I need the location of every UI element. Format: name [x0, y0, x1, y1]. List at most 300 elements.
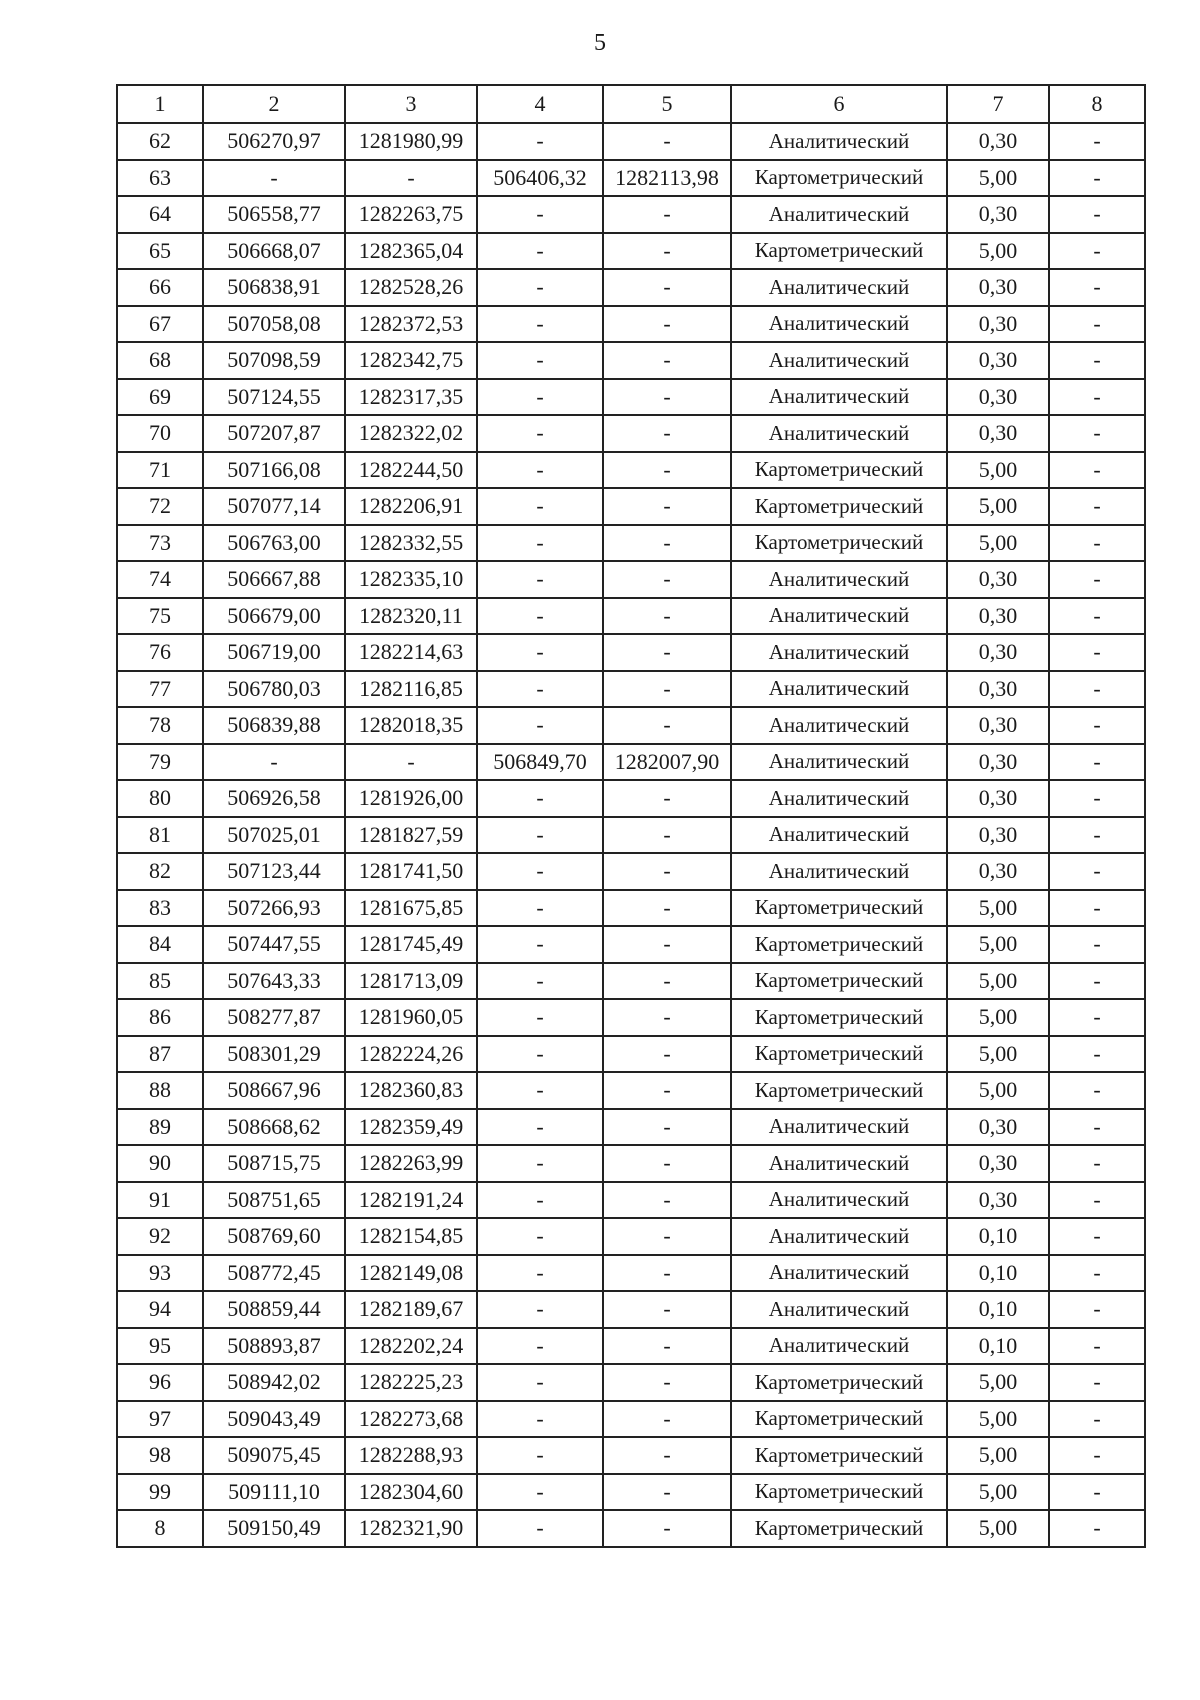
point-number-cell: 95	[117, 1328, 203, 1365]
point-number-cell: 79	[117, 744, 203, 781]
x-new-cell: -	[477, 196, 603, 233]
notes-cell: -	[1049, 342, 1145, 379]
point-number-cell: 98	[117, 1437, 203, 1474]
table-row	[117, 671, 1145, 708]
x-new-cell: -	[477, 1510, 603, 1547]
table-row	[117, 817, 1145, 854]
x-new-cell: -	[477, 1036, 603, 1073]
notes-cell: -	[1049, 561, 1145, 598]
x-coordinate-cell: 508715,75	[203, 1145, 345, 1182]
x-coordinate-cell: 507207,87	[203, 415, 345, 452]
point-number-cell: 97	[117, 1401, 203, 1438]
accuracy-cell: 5,00	[947, 160, 1049, 197]
accuracy-cell: 0,30	[947, 196, 1049, 233]
notes-cell: -	[1049, 1218, 1145, 1255]
y-coordinate-cell: 1282214,63	[345, 634, 477, 671]
table-row	[117, 123, 1145, 160]
x-coordinate-cell: 506667,88	[203, 561, 345, 598]
x-new-cell: -	[477, 488, 603, 525]
column-header: 2	[203, 85, 345, 123]
y-new-cell: -	[603, 1145, 731, 1182]
point-number-cell: 65	[117, 233, 203, 270]
notes-cell: -	[1049, 744, 1145, 781]
point-number-cell: 66	[117, 269, 203, 306]
table-row	[117, 853, 1145, 890]
point-number-cell: 82	[117, 853, 203, 890]
y-new-cell: -	[603, 1072, 731, 1109]
method-cell: Аналитический	[731, 1109, 947, 1146]
point-number-cell: 8	[117, 1510, 203, 1547]
table-row	[117, 926, 1145, 963]
accuracy-cell: 0,10	[947, 1255, 1049, 1292]
x-new-cell: -	[477, 379, 603, 416]
method-cell: Картометрический	[731, 1364, 947, 1401]
accuracy-cell: 5,00	[947, 999, 1049, 1036]
x-new-cell: -	[477, 233, 603, 270]
accuracy-cell: 0,10	[947, 1328, 1049, 1365]
x-new-cell: -	[477, 269, 603, 306]
y-new-cell: -	[603, 671, 731, 708]
table-row	[117, 269, 1145, 306]
method-cell: Аналитический	[731, 1218, 947, 1255]
column-header: 1	[117, 85, 203, 123]
y-coordinate-cell: 1282263,75	[345, 196, 477, 233]
method-cell: Картометрический	[731, 488, 947, 525]
method-cell: Аналитический	[731, 634, 947, 671]
point-number-cell: 91	[117, 1182, 203, 1219]
method-cell: Аналитический	[731, 707, 947, 744]
accuracy-cell: 5,00	[947, 890, 1049, 927]
y-new-cell: -	[603, 999, 731, 1036]
notes-cell: -	[1049, 1474, 1145, 1511]
point-number-cell: 75	[117, 598, 203, 635]
y-coordinate-cell: -	[345, 744, 477, 781]
y-coordinate-cell: 1282335,10	[345, 561, 477, 598]
notes-cell: -	[1049, 525, 1145, 562]
y-coordinate-cell: 1282225,23	[345, 1364, 477, 1401]
y-coordinate-cell: 1282528,26	[345, 269, 477, 306]
accuracy-cell: 0,30	[947, 598, 1049, 635]
accuracy-cell: 0,30	[947, 744, 1049, 781]
y-new-cell: 1282007,90	[603, 744, 731, 781]
x-new-cell: -	[477, 671, 603, 708]
point-number-cell: 74	[117, 561, 203, 598]
point-number-cell: 62	[117, 123, 203, 160]
y-coordinate-cell: 1282332,55	[345, 525, 477, 562]
x-coordinate-cell: 506679,00	[203, 598, 345, 635]
notes-cell: -	[1049, 926, 1145, 963]
point-number-cell: 71	[117, 452, 203, 489]
point-number-cell: 76	[117, 634, 203, 671]
point-number-cell: 73	[117, 525, 203, 562]
x-new-cell: -	[477, 1145, 603, 1182]
method-cell: Аналитический	[731, 269, 947, 306]
notes-cell: -	[1049, 1109, 1145, 1146]
x-new-cell: 506849,70	[477, 744, 603, 781]
y-new-cell: -	[603, 123, 731, 160]
x-new-cell: -	[477, 561, 603, 598]
point-number-cell: 78	[117, 707, 203, 744]
y-new-cell: -	[603, 1510, 731, 1547]
accuracy-cell: 0,30	[947, 671, 1049, 708]
x-new-cell: -	[477, 1364, 603, 1401]
point-number-cell: 86	[117, 999, 203, 1036]
notes-cell: -	[1049, 488, 1145, 525]
method-cell: Картометрический	[731, 1036, 947, 1073]
x-coordinate-cell: 507643,33	[203, 963, 345, 1000]
y-new-cell: -	[603, 488, 731, 525]
x-new-cell: 506406,32	[477, 160, 603, 197]
x-coordinate-cell: 507123,44	[203, 853, 345, 890]
column-header: 5	[603, 85, 731, 123]
accuracy-cell: 5,00	[947, 1474, 1049, 1511]
y-coordinate-cell: 1282273,68	[345, 1401, 477, 1438]
x-new-cell: -	[477, 1072, 603, 1109]
method-cell: Картометрический	[731, 452, 947, 489]
x-new-cell: -	[477, 707, 603, 744]
y-new-cell: -	[603, 1291, 731, 1328]
y-coordinate-cell: 1281926,00	[345, 780, 477, 817]
notes-cell: -	[1049, 379, 1145, 416]
point-number-cell: 99	[117, 1474, 203, 1511]
x-coordinate-cell: 507098,59	[203, 342, 345, 379]
y-coordinate-cell: 1282224,26	[345, 1036, 477, 1073]
accuracy-cell: 5,00	[947, 1072, 1049, 1109]
point-number-cell: 96	[117, 1364, 203, 1401]
notes-cell: -	[1049, 999, 1145, 1036]
point-number-cell: 72	[117, 488, 203, 525]
table-row	[117, 999, 1145, 1036]
point-number-cell: 83	[117, 890, 203, 927]
table-row	[117, 452, 1145, 489]
y-coordinate-cell: 1282288,93	[345, 1437, 477, 1474]
point-number-cell: 69	[117, 379, 203, 416]
x-new-cell: -	[477, 1182, 603, 1219]
point-number-cell: 93	[117, 1255, 203, 1292]
table-row	[117, 196, 1145, 233]
table-row	[117, 1291, 1145, 1328]
y-new-cell: -	[603, 196, 731, 233]
x-new-cell: -	[477, 963, 603, 1000]
accuracy-cell: 0,30	[947, 269, 1049, 306]
accuracy-cell: 0,10	[947, 1218, 1049, 1255]
y-coordinate-cell: 1282263,99	[345, 1145, 477, 1182]
x-new-cell: -	[477, 1401, 603, 1438]
y-coordinate-cell: 1281675,85	[345, 890, 477, 927]
y-new-cell: -	[603, 379, 731, 416]
table-row	[117, 1328, 1145, 1365]
table-row	[117, 963, 1145, 1000]
notes-cell: -	[1049, 160, 1145, 197]
method-cell: Картометрический	[731, 525, 947, 562]
x-new-cell: -	[477, 926, 603, 963]
accuracy-cell: 5,00	[947, 1510, 1049, 1547]
method-cell: Картометрический	[731, 1510, 947, 1547]
point-number-cell: 89	[117, 1109, 203, 1146]
point-number-cell: 81	[117, 817, 203, 854]
x-new-cell: -	[477, 342, 603, 379]
y-coordinate-cell: 1282154,85	[345, 1218, 477, 1255]
accuracy-cell: 0,30	[947, 707, 1049, 744]
table-row	[117, 561, 1145, 598]
notes-cell: -	[1049, 1364, 1145, 1401]
method-cell: Картометрический	[731, 999, 947, 1036]
x-coordinate-cell: 506668,07	[203, 233, 345, 270]
point-number-cell: 94	[117, 1291, 203, 1328]
method-cell: Аналитический	[731, 342, 947, 379]
x-coordinate-cell: 508772,45	[203, 1255, 345, 1292]
method-cell: Картометрический	[731, 1437, 947, 1474]
table-row	[117, 306, 1145, 343]
x-new-cell: -	[477, 415, 603, 452]
y-new-cell: -	[603, 890, 731, 927]
y-coordinate-cell: 1282116,85	[345, 671, 477, 708]
x-new-cell: -	[477, 598, 603, 635]
y-coordinate-cell: 1281741,50	[345, 853, 477, 890]
table-row	[117, 525, 1145, 562]
method-cell: Аналитический	[731, 1145, 947, 1182]
table-row	[117, 160, 1145, 197]
y-coordinate-cell: 1282359,49	[345, 1109, 477, 1146]
point-number-cell: 77	[117, 671, 203, 708]
method-cell: Картометрический	[731, 233, 947, 270]
notes-cell: -	[1049, 123, 1145, 160]
point-number-cell: 90	[117, 1145, 203, 1182]
y-coordinate-cell: 1282304,60	[345, 1474, 477, 1511]
x-coordinate-cell: 506270,97	[203, 123, 345, 160]
y-new-cell: -	[603, 598, 731, 635]
notes-cell: -	[1049, 1255, 1145, 1292]
notes-cell: -	[1049, 1328, 1145, 1365]
y-coordinate-cell: 1282206,91	[345, 488, 477, 525]
x-coordinate-cell: 508668,62	[203, 1109, 345, 1146]
point-number-cell: 87	[117, 1036, 203, 1073]
y-new-cell: -	[603, 525, 731, 562]
x-coordinate-cell: 509111,10	[203, 1474, 345, 1511]
x-coordinate-cell: 509075,45	[203, 1437, 345, 1474]
y-new-cell: -	[603, 1328, 731, 1365]
x-coordinate-cell: 506838,91	[203, 269, 345, 306]
method-cell: Картометрический	[731, 963, 947, 1000]
x-coordinate-cell: 507025,01	[203, 817, 345, 854]
x-coordinate-cell: 506558,77	[203, 196, 345, 233]
x-coordinate-cell: 508667,96	[203, 1072, 345, 1109]
table-row	[117, 379, 1145, 416]
method-cell: Аналитический	[731, 306, 947, 343]
x-new-cell: -	[477, 452, 603, 489]
y-coordinate-cell: 1282372,53	[345, 306, 477, 343]
table-row	[117, 1437, 1145, 1474]
y-new-cell: -	[603, 233, 731, 270]
method-cell: Картометрический	[731, 1401, 947, 1438]
y-new-cell: -	[603, 1364, 731, 1401]
y-coordinate-cell: 1281980,99	[345, 123, 477, 160]
y-new-cell: -	[603, 1109, 731, 1146]
table-row	[117, 342, 1145, 379]
y-coordinate-cell: 1282321,90	[345, 1510, 477, 1547]
y-new-cell: -	[603, 415, 731, 452]
y-new-cell: -	[603, 452, 731, 489]
table-row	[117, 488, 1145, 525]
accuracy-cell: 5,00	[947, 1364, 1049, 1401]
x-coordinate-cell: 508859,44	[203, 1291, 345, 1328]
y-coordinate-cell: 1282018,35	[345, 707, 477, 744]
y-new-cell: -	[603, 926, 731, 963]
y-coordinate-cell: 1282322,02	[345, 415, 477, 452]
accuracy-cell: 0,30	[947, 379, 1049, 416]
point-number-cell: 64	[117, 196, 203, 233]
y-new-cell: -	[603, 1401, 731, 1438]
notes-cell: -	[1049, 890, 1145, 927]
y-coordinate-cell: 1282244,50	[345, 452, 477, 489]
x-coordinate-cell: 506719,00	[203, 634, 345, 671]
notes-cell: -	[1049, 1291, 1145, 1328]
column-header: 6	[731, 85, 947, 123]
method-cell: Аналитический	[731, 1328, 947, 1365]
y-new-cell: -	[603, 1474, 731, 1511]
x-coordinate-cell: 506926,58	[203, 780, 345, 817]
notes-cell: -	[1049, 707, 1145, 744]
notes-cell: -	[1049, 817, 1145, 854]
method-cell: Аналитический	[731, 1291, 947, 1328]
y-coordinate-cell: 1282189,67	[345, 1291, 477, 1328]
table-row	[117, 707, 1145, 744]
accuracy-cell: 5,00	[947, 488, 1049, 525]
y-new-cell: -	[603, 853, 731, 890]
y-coordinate-cell: 1282360,83	[345, 1072, 477, 1109]
notes-cell: -	[1049, 853, 1145, 890]
x-coordinate-cell: 507447,55	[203, 926, 345, 963]
y-coordinate-cell: 1282149,08	[345, 1255, 477, 1292]
accuracy-cell: 5,00	[947, 525, 1049, 562]
header-row	[117, 85, 1145, 123]
notes-cell: -	[1049, 1401, 1145, 1438]
method-cell: Аналитический	[731, 817, 947, 854]
y-coordinate-cell: -	[345, 160, 477, 197]
notes-cell: -	[1049, 780, 1145, 817]
x-coordinate-cell: 509150,49	[203, 1510, 345, 1547]
table-row	[117, 744, 1145, 781]
notes-cell: -	[1049, 671, 1145, 708]
y-coordinate-cell: 1282191,24	[345, 1182, 477, 1219]
table-body	[117, 123, 1145, 1547]
accuracy-cell: 0,30	[947, 123, 1049, 160]
y-new-cell: -	[603, 817, 731, 854]
notes-cell: -	[1049, 233, 1145, 270]
column-header: 3	[345, 85, 477, 123]
y-new-cell: -	[603, 963, 731, 1000]
table-row	[117, 1218, 1145, 1255]
point-number-cell: 68	[117, 342, 203, 379]
y-new-cell: -	[603, 1036, 731, 1073]
y-coordinate-cell: 1281827,59	[345, 817, 477, 854]
y-coordinate-cell: 1281960,05	[345, 999, 477, 1036]
accuracy-cell: 0,30	[947, 1109, 1049, 1146]
accuracy-cell: 0,30	[947, 561, 1049, 598]
y-coordinate-cell: 1281713,09	[345, 963, 477, 1000]
notes-cell: -	[1049, 1072, 1145, 1109]
accuracy-cell: 0,30	[947, 817, 1049, 854]
x-coordinate-cell: 506763,00	[203, 525, 345, 562]
accuracy-cell: 5,00	[947, 1401, 1049, 1438]
x-coordinate-cell: 507077,14	[203, 488, 345, 525]
point-number-cell: 85	[117, 963, 203, 1000]
point-number-cell: 88	[117, 1072, 203, 1109]
notes-cell: -	[1049, 415, 1145, 452]
accuracy-cell: 0,30	[947, 306, 1049, 343]
accuracy-cell: 0,30	[947, 1145, 1049, 1182]
accuracy-cell: 0,30	[947, 1182, 1049, 1219]
notes-cell: -	[1049, 306, 1145, 343]
x-coordinate-cell: 507124,55	[203, 379, 345, 416]
accuracy-cell: 0,30	[947, 634, 1049, 671]
x-new-cell: -	[477, 780, 603, 817]
accuracy-cell: 0,30	[947, 853, 1049, 890]
x-new-cell: -	[477, 123, 603, 160]
x-new-cell: -	[477, 1255, 603, 1292]
notes-cell: -	[1049, 1437, 1145, 1474]
y-new-cell: -	[603, 634, 731, 671]
notes-cell: -	[1049, 1182, 1145, 1219]
y-new-cell: -	[603, 1437, 731, 1474]
method-cell: Картометрический	[731, 1072, 947, 1109]
notes-cell: -	[1049, 1036, 1145, 1073]
accuracy-cell: 5,00	[947, 1036, 1049, 1073]
method-cell: Картометрический	[731, 926, 947, 963]
table-row	[117, 634, 1145, 671]
x-coordinate-cell: 507166,08	[203, 452, 345, 489]
point-number-cell: 80	[117, 780, 203, 817]
method-cell: Картометрический	[731, 1474, 947, 1511]
x-coordinate-cell: 508942,02	[203, 1364, 345, 1401]
y-coordinate-cell: 1282320,11	[345, 598, 477, 635]
x-coordinate-cell: 509043,49	[203, 1401, 345, 1438]
method-cell: Аналитический	[731, 1255, 947, 1292]
x-new-cell: -	[477, 1291, 603, 1328]
y-new-cell: -	[603, 1182, 731, 1219]
accuracy-cell: 0,10	[947, 1291, 1049, 1328]
table-row	[117, 1510, 1145, 1547]
method-cell: Аналитический	[731, 671, 947, 708]
x-new-cell: -	[477, 1437, 603, 1474]
y-new-cell: -	[603, 1218, 731, 1255]
method-cell: Аналитический	[731, 561, 947, 598]
x-coordinate-cell: 507266,93	[203, 890, 345, 927]
table-row	[117, 1182, 1145, 1219]
column-header: 8	[1049, 85, 1145, 123]
method-cell: Аналитический	[731, 196, 947, 233]
method-cell: Картометрический	[731, 160, 947, 197]
x-new-cell: -	[477, 525, 603, 562]
point-number-cell: 63	[117, 160, 203, 197]
point-number-cell: 70	[117, 415, 203, 452]
y-new-cell: -	[603, 1255, 731, 1292]
x-new-cell: -	[477, 817, 603, 854]
column-header: 7	[947, 85, 1049, 123]
x-coordinate-cell: 508893,87	[203, 1328, 345, 1365]
table-row	[117, 1109, 1145, 1146]
table-row	[117, 415, 1145, 452]
accuracy-cell: 5,00	[947, 963, 1049, 1000]
y-new-cell: -	[603, 269, 731, 306]
method-cell: Картометрический	[731, 890, 947, 927]
point-number-cell: 84	[117, 926, 203, 963]
method-cell: Аналитический	[731, 1182, 947, 1219]
method-cell: Аналитический	[731, 415, 947, 452]
x-coordinate-cell: 506839,88	[203, 707, 345, 744]
notes-cell: -	[1049, 963, 1145, 1000]
y-new-cell: 1282113,98	[603, 160, 731, 197]
